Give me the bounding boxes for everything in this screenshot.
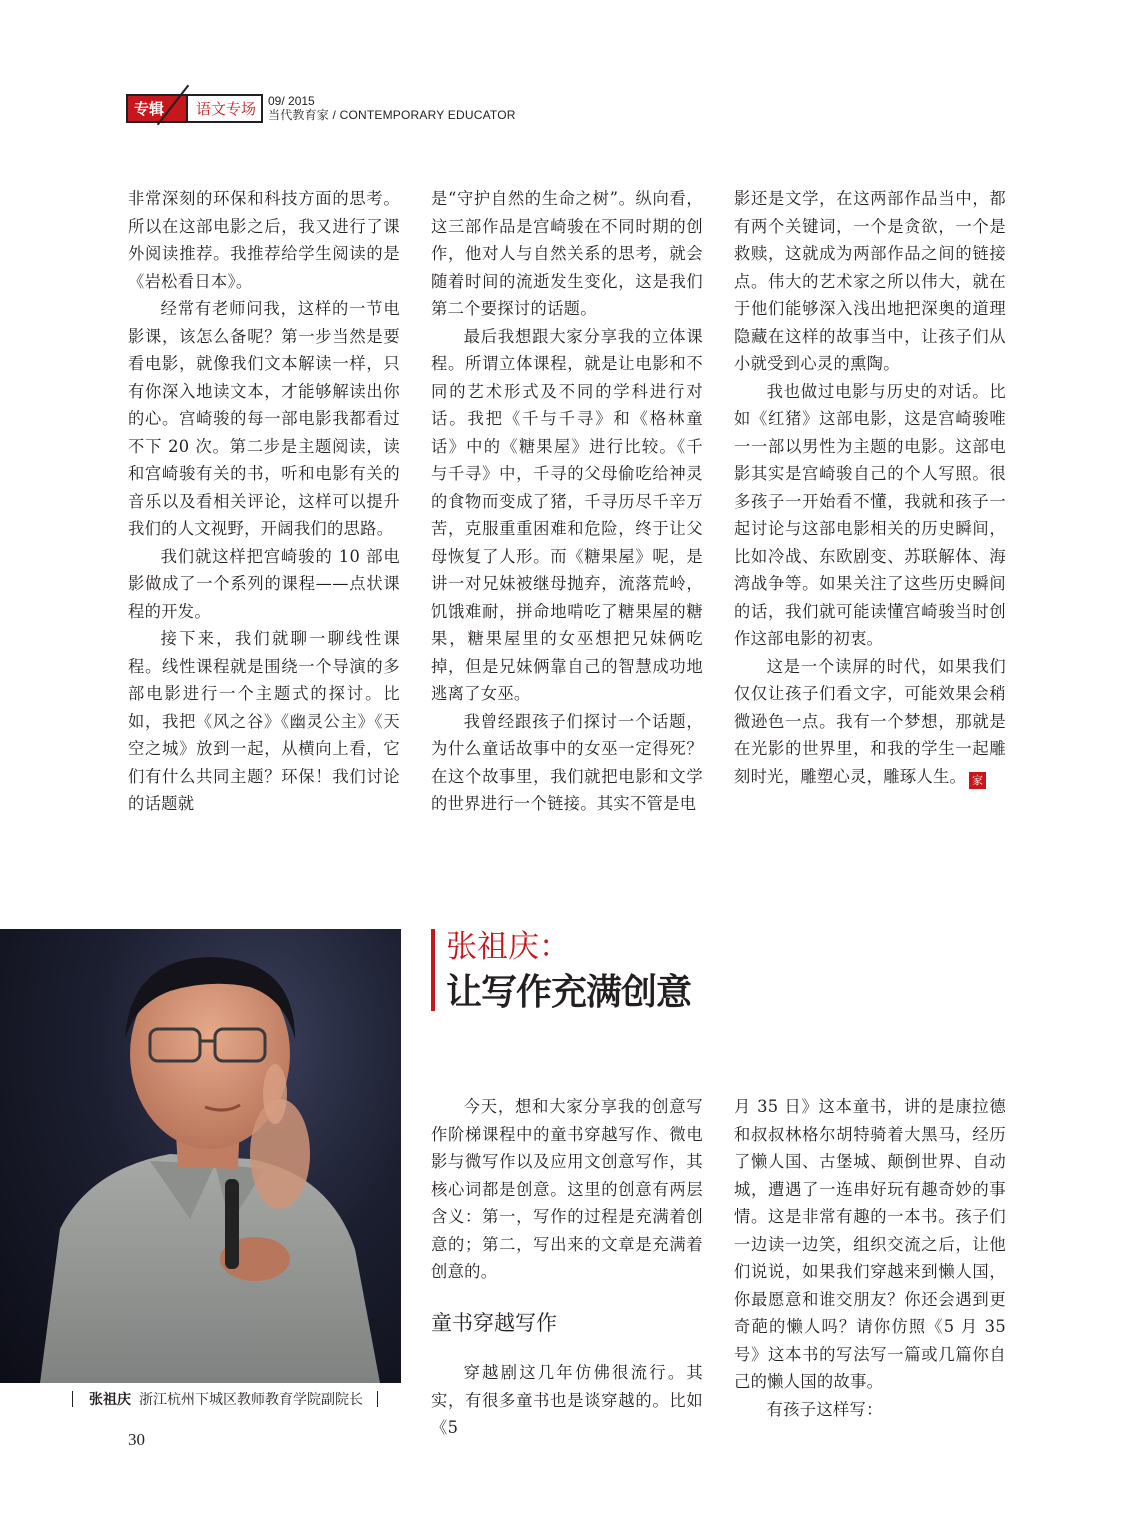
paragraph: 经常有老师问我，这样的一节电影课，该怎么备呢？第一步当然是要看电影，就像我们文本解读一样，只有你深入地读文本，才能够解读出你的心。宫崎骏的每一部电影我都看过不下 20 次。第二步是主题阅读，读和宫崎骏有关的书，听和电影有关的音乐以及看相关评论，这样可以提升我们的人文视野，开阔我们的思路。 [128, 299, 400, 538]
text-column-3 [734, 185, 1006, 790]
author-photo [0, 929, 401, 1383]
paragraph: 我也做过电影与历史的对话。比如《红猪》这部电影，这是宫崎骏唯一一部以男性为主题的电影。这部电影其实是宫崎骏自己的个人写照。很多孩子一开始看不懂，我就和孩子一起讨论与这部电影相关的历史瞬间，比如冷战、东欧剧变、苏联解体、海湾战争等。如果关注了这些历史瞬间的话，我们就可能读懂宫崎骏当时创作这部电影的初衷。 [734, 381, 1006, 648]
section-body [431, 1359, 703, 1442]
paragraph: 我曾经跟孩子们探讨一个话题，为什么童话故事中的女巫一定得死？在这个故事里，我们就把电影和文学的世界进行一个链接。其实不管是电 [431, 711, 703, 813]
paragraph: 我们就这样把宫崎骏的 10 部电影做成了一个系列的课程——点状课程的开发。 [128, 546, 400, 621]
paragraph: 最后我想跟大家分享我的立体课程。所谓立体课程，就是让电影和不同的艺术形式及不同的学科进行对话。我把《千与千寻》和《格林童话》中的《糖果屋》进行比较。《千与千寻》中，千寻的父母偷吃给神灵的食物而变成了猪，千寻历尽千辛万苦，克服重重困难和危险，终于让父母恢复了人形。而《糖果屋》呢，是讲一对兄妹被继母抛弃，流落荒岭，饥饿难耐，拼命地啃吃了糖果屋的糖果，糖果屋里的女巫想把兄妹俩吃掉，但是兄妹俩靠自己的智慧成功地逃离了女巫。 [431, 326, 703, 703]
paragraph: 今天，想和大家分享我的创意写作阶梯课程中的童书穿越写作、微电影与微写作以及应用文创意写作，其核心词都是创意。这里的创意有两层含义：第一，写作的过程是充满着创意的；第二，写出来的文章是充满着创意的。 [431, 1097, 703, 1281]
paragraph: 接下来，我们就聊一聊线性课程。线性课程就是围绕一个导演的多部电影进行一个主题式的探讨。比如，我把《风之谷》《幽灵公主》《天空之城》放到一起，从横向上看，它们有什么共同主题？环保！我们讨论的话题就 [128, 629, 400, 813]
issue-date: 09/ 2015 [268, 94, 315, 108]
article-author: 张祖庆： [446, 929, 570, 965]
photo-caption [72, 1390, 378, 1410]
portrait-illustration [0, 929, 401, 1383]
article-column-3 [734, 1093, 1006, 1423]
article-title: 让写作充满创意 [446, 972, 692, 1013]
paragraph: 有孩子这样写： [766, 1399, 883, 1419]
paragraph: 非常深刻的环保和科技方面的思考。所以在这部电影之后，我又进行了课外阅读推荐。我推荐给学生阅读的是《岩松看日本》。 [128, 189, 400, 291]
section-heading: 童书穿越写作 [431, 1311, 557, 1335]
paragraph: 影还是文学，在这两部作品当中，都有两个关键词，一个是贪欲，一个是救赎，这就成为两部作品之间的链接点。伟大的艺术家之所以伟大，就在于他们能够深入浅出地把深奥的道理隐藏在这样的故事当中，让孩子们从小就受到心灵的熏陶。 [734, 189, 1006, 373]
section-tags [126, 94, 263, 123]
end-mark-icon: 家 [969, 772, 986, 789]
magazine-name: 当代教育家 / CONTEMPORARY EDUCATOR [268, 108, 516, 122]
section-tag-label: 专辑 [134, 100, 165, 118]
caption-divider [377, 1391, 378, 1407]
paragraph-text: 这是一个读屏的时代，如果我们仅仅让孩子们看文字，可能效果会稍微逊色一点。我有一个梦想，那就是在光影的世界里，和我的学生一起雕刻时光，雕塑心灵，雕琢人生。 [734, 656, 1006, 786]
title-accent-bar [431, 929, 435, 1011]
subsection-tag [186, 94, 263, 123]
text-column-2 [431, 185, 703, 818]
page-number: 30 [128, 1430, 145, 1449]
paragraph [734, 653, 1006, 791]
article-intro [431, 1093, 703, 1286]
caption-name: 张祖庆 [89, 1392, 131, 1408]
caption-divider [72, 1391, 73, 1407]
paragraph: 穿越剧这几年仿佛很流行。其实，有很多童书也是谈穿越的。比如《5 [431, 1363, 703, 1437]
paragraph: 月 35 日》这本童书，讲的是康拉德和叔叔林格尔胡特骑着大黑马，经历了懒人国、古堡城、颠倒世界、自动城，遭遇了一连串好玩有趣奇妙的事情。这是非常有趣的一本书。孩子们一边读一边笑，组织交流之后，让他们说说，如果我们穿越来到懒人国，你最愿意和谁交朋友？你还会遇到更奇葩的懒人吗？请你仿照《5 月 35 号》这本书的写法写一篇或几篇你自己的懒人国的故事。 [734, 1097, 1006, 1391]
caption-title: 浙江杭州下城区教师教育学院副院长 [139, 1392, 363, 1408]
text-column-1 [128, 185, 400, 818]
paragraph: 是“守护自然的生命之树”。纵向看，这三部作品是宫崎骏在不同时期的创作，他对人与自然关系的思考，就会随着时间的流逝发生变化，这是我们第二个要探讨的话题。 [431, 189, 703, 318]
subsection-tag-label: 语文专场 [196, 100, 257, 118]
